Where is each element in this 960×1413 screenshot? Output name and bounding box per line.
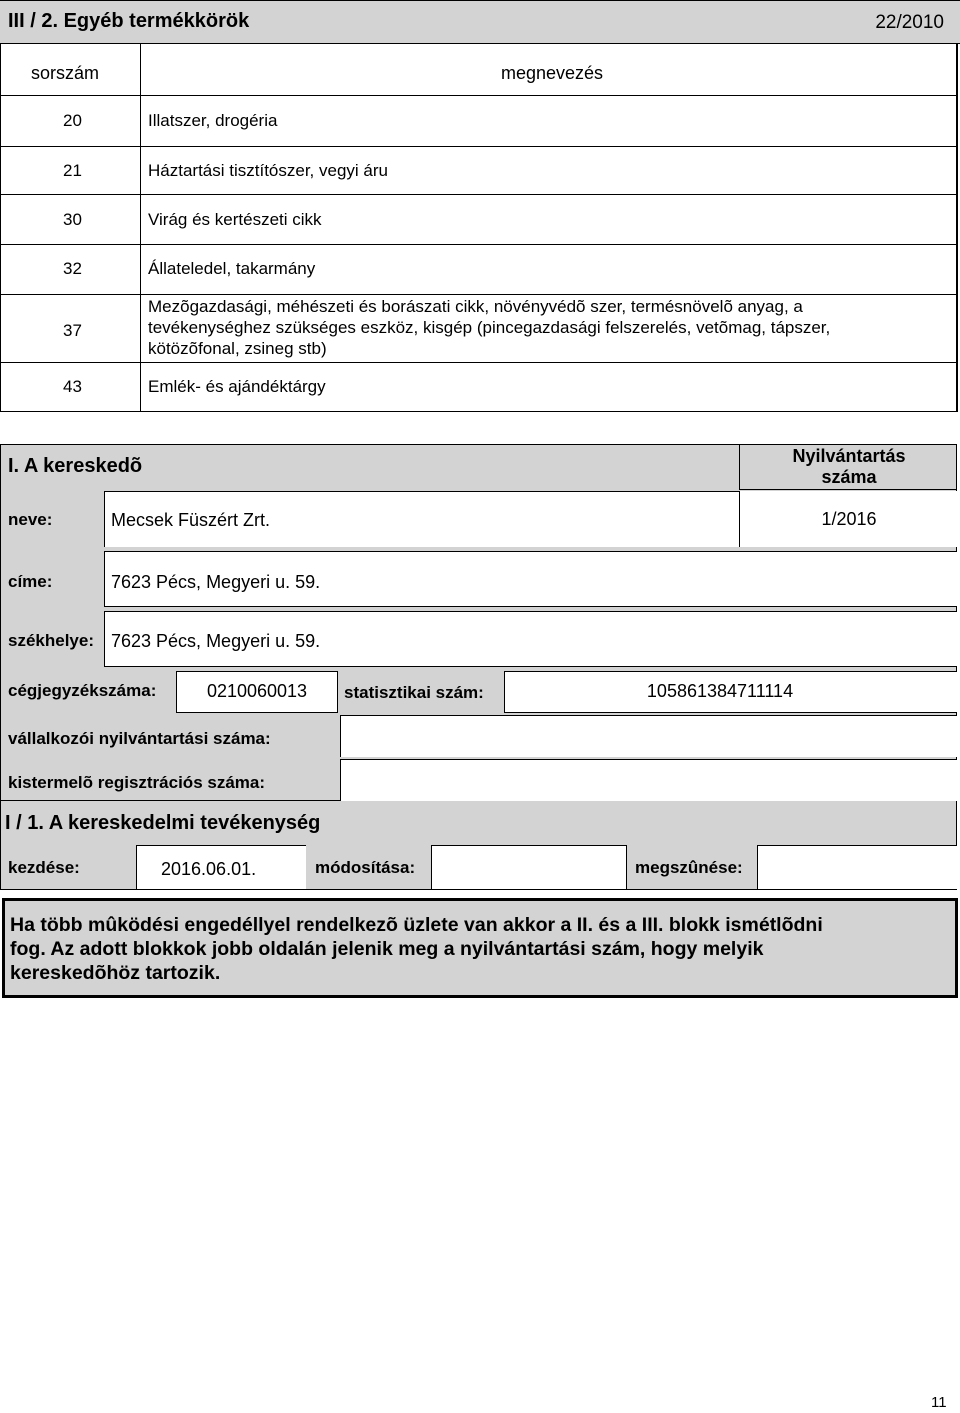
page-number: 11	[931, 1394, 947, 1411]
notice-line: Ha több mûködési engedéllyel rendelkezõ üzlete van akkor a II. és a III. blokk ismétlõdni	[10, 914, 823, 936]
name-field[interactable]	[104, 491, 739, 547]
seat-value: 7623 Pécs, Megyeri u. 59.	[111, 631, 321, 651]
start-date-field[interactable]	[136, 845, 306, 889]
address-value: 7623 Pécs, Megyeri u. 59.	[111, 572, 321, 592]
row-number: 32	[63, 259, 82, 278]
row-divider	[1, 244, 957, 245]
page-title: III / 2. Egyéb termékkörök	[8, 10, 250, 32]
activity-section	[0, 801, 957, 890]
address-field[interactable]	[104, 551, 957, 607]
column-header-number: sorszám	[31, 63, 100, 83]
entrepreneur-field[interactable]	[340, 715, 957, 757]
name-label: neve:	[8, 510, 53, 529]
start-date-value: 2016.06.01.	[161, 859, 257, 879]
notice-box	[2, 898, 958, 998]
modify-label: módosítása:	[315, 858, 416, 877]
registry-header-line2: száma	[821, 467, 877, 487]
header-bar	[0, 0, 960, 44]
modify-date-field[interactable]	[431, 845, 627, 889]
row-divider	[1, 95, 957, 96]
row-number: 21	[63, 161, 82, 180]
row-name-line: Mezõgazdasági, méhészeti és borászati cikk, növényvédõ szer, termésnövelõ anyag, a	[148, 297, 803, 316]
seat-label: székhelye:	[8, 631, 94, 650]
row-name: Illatszer, drogéria	[148, 111, 278, 130]
address-label: címe:	[8, 572, 53, 591]
row-divider	[1, 362, 957, 363]
producer-label: kistermelõ regisztrációs száma:	[8, 773, 266, 792]
row-divider	[1, 294, 957, 295]
row-name: Emlék- és ajándéktárgy	[148, 377, 326, 396]
row-number: 43	[63, 377, 82, 396]
end-date-field[interactable]	[757, 845, 957, 889]
row-number: 37	[63, 321, 82, 340]
stat-value: 105861384711114	[646, 681, 794, 701]
stat-label: statisztikai szám:	[344, 683, 484, 702]
row-number: 20	[63, 111, 82, 130]
notice-line: kereskedõhöz tartozik.	[10, 962, 221, 984]
registry-number-field[interactable]	[739, 491, 957, 547]
registry-header-line1: Nyilvántartás	[792, 446, 906, 466]
producer-field[interactable]	[340, 759, 957, 801]
name-value: Mecsek Füszért Zrt.	[111, 510, 271, 530]
start-label: kezdése:	[8, 858, 80, 877]
company-reg-field[interactable]	[176, 671, 338, 713]
merchant-section	[0, 444, 957, 801]
seat-field[interactable]	[104, 611, 957, 667]
row-divider	[1, 194, 957, 195]
row-divider	[1, 146, 957, 147]
company-reg-value: 0210060013	[206, 681, 308, 701]
form-code: 22/2010	[875, 12, 944, 33]
column-header-name: megnevezés	[501, 63, 604, 83]
row-number: 30	[63, 210, 82, 229]
row-name-line: kötözõfonal, zsineg stb)	[148, 339, 327, 358]
stat-field[interactable]	[504, 671, 957, 713]
notice-line: fog. Az adott blokkok jobb oldalán jelenik meg a nyilvántartási szám, hogy melyik	[10, 938, 764, 960]
product-table	[0, 44, 958, 412]
activity-section-title: I / 1. A kereskedelmi tevékenység	[5, 812, 321, 834]
merchant-section-title: I. A kereskedõ	[8, 455, 143, 477]
entrepreneur-label: vállalkozói nyilvántartási száma:	[8, 729, 271, 748]
row-name: Háztartási tisztítószer, vegyi áru	[148, 161, 388, 180]
row-name-line: tevékenységhez szükséges eszköz, kisgép (pincegazdasági felszerelés, vetõmag, tápszer,	[148, 318, 831, 337]
registry-number-value: 1/2016	[821, 509, 877, 529]
table-column-divider	[140, 44, 141, 411]
row-name: Virág és kertészeti cikk	[148, 210, 322, 229]
registry-header	[739, 445, 957, 490]
end-label: megszûnése:	[635, 858, 743, 877]
company-reg-label: cégjegyzékszáma:	[8, 681, 157, 700]
row-name: Állateledel, takarmány	[148, 259, 316, 278]
